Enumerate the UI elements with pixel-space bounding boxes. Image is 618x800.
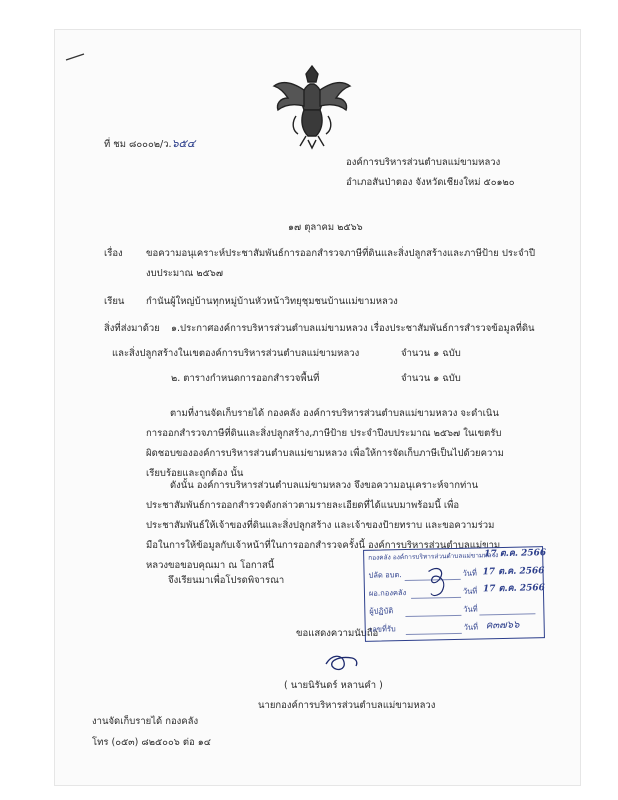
signatory-title: นายกองค์การบริหารส่วนตำบลแม่ขามหลวง (258, 700, 436, 711)
garuda-emblem-icon (270, 60, 354, 150)
enclosure-2: ๒. ตารางกำหนดการออกสำรวจพื้นที่ (171, 373, 320, 384)
stamp-row3-label: ผู้ปฏิบัติ (369, 606, 394, 616)
signatory-name: ( นายนิรันดร์ หลานคำ ) (284, 680, 383, 691)
pen-mark (65, 52, 85, 62)
letter-date: ๑๗ ตุลาคม ๒๕๖๖ (288, 222, 363, 233)
recipient-text: กำนันผู้ใหญ่บ้านทุกหมู่บ้านหัวหน้าวิทยุชุมชนบ้านแม่ขามหลวง (146, 296, 398, 307)
stamp-row4-label: เลขที่รับ (369, 624, 396, 634)
signature-mark (322, 650, 362, 674)
footer-department: งานจัดเก็บรายได้ กองคลัง (92, 716, 199, 727)
enclosure-1-quantity: จำนวน ๑ ฉบับ (401, 348, 461, 359)
stamp-row2-label: ผอ.กองคลัง (368, 588, 407, 598)
closing-request: จึงเรียนมาเพื่อโปรดพิจารณา (168, 575, 285, 586)
org-name: องค์การบริหารส่วนตำบลแม่ขามหลวง (346, 157, 501, 168)
stamp-heading: กองคลัง องค์การบริหารส่วนตำบลแม่ขามหลวง (368, 551, 499, 562)
stamp-row2-date: 17 ต.ค. 2566 (482, 583, 545, 595)
enclosures-label: สิ่งที่ส่งมาด้วย (104, 323, 160, 334)
stamp-top-date: 17 ต.ค. 2566 (484, 548, 547, 560)
stamp-row4-date-label: วันที่ (463, 622, 479, 632)
stamp-row2-date-label: วันที่ (462, 586, 478, 596)
recipient-label: เรียน (104, 296, 125, 307)
enclosure-2-quantity: จำนวน ๑ ฉบับ (401, 373, 461, 384)
enclosure-1-line-1: ๑.ประกาศองค์การบริหารส่วนตำบลแม่ขามหลวง เรื่องประชาสัมพันธ์การสำรวจข้อมูลที่ดิน (171, 323, 535, 334)
stamp-row1-date-label: วันที่ (462, 568, 477, 578)
org-address: อำเภอสันป่าตอง จังหวัดเชียงใหม่ ๕๐๑๒๐ (346, 177, 515, 188)
stamp-row1-date: 17 ต.ค. 2566 (482, 566, 545, 578)
subject-line-2: งบประมาณ ๒๕๖๗ (146, 268, 223, 279)
subject-label: เรื่อง (104, 248, 123, 259)
subject-line-1: ขอความอนุเคราะห์ประชาสัมพันธ์การออกสำรวจภาษีที่ดินและสิ่งปลูกสร้างและภาษีป้าย ประจำปี (146, 248, 535, 259)
received-stamp (363, 546, 545, 642)
stamp-row3-date-label: วันที่ (463, 604, 478, 614)
body-paragraph-2: ดังนั้น องค์การบริหารส่วนตำบลแม่ขามหลวง จึงขอความอนุเคราะห์จากท่านประชาสัมพันธ์การออกสำรวจดังกล่าวตามรายละเอียดที่ได้แนบมาพร้อมนี้ เพื่อประชาสัมพันธ์ให้เจ้าของที่ดินและสิ่งปลูกสร้าง และเจ้าของป้ายทราบ และขอความร่วมมือในการให้ข้อมูลกับเจ้าหน้าที่ในการออกสำรวจครั้งนี้ องค์การบริหารส่วนตำบลแม่ขามหลวงขอขอบคุณมา ณ โอกาสนี้ (146, 480, 501, 571)
body-paragraph-1: ตามที่งานจัดเก็บรายได้ กองคลัง องค์การบริหารส่วนตำบลแม่ขามหลวง จะดำเนินการออกสำรวจภาษีที่ดินและสิ่งปลูกสร้าง,ภาษีป้าย ประจำปีงบประมาณ ๒๕๖๗ ในเขตรับผิดชอบขององค์การบริหารส่วนตำบลแม่ขามหลวง เพื่อให้การจัดเก็บภาษีเป็นไปด้วยความเรียบร้อยและถูกต้อง นั้น (146, 408, 504, 479)
stamp-row1-label: ปลัด อบต. (368, 570, 402, 580)
reference-number: ที่ ชม ๘๐๐๐๒/ว.๖๕๔ (104, 137, 196, 150)
stamp-received-number: ค๓๗๖๖ (485, 619, 520, 632)
enclosure-1-line-2: และสิ่งปลูกสร้างในเขตองค์การบริหารส่วนตำบลแม่ขามหลวง (112, 348, 360, 359)
footer-phone: โทร (๐๕๓) ๘๒๕๐๐๖ ต่อ ๑๔ (92, 737, 211, 748)
signature-closing: ขอแสดงความนับถือ (296, 628, 379, 639)
stamp-initials-mark (422, 563, 453, 604)
